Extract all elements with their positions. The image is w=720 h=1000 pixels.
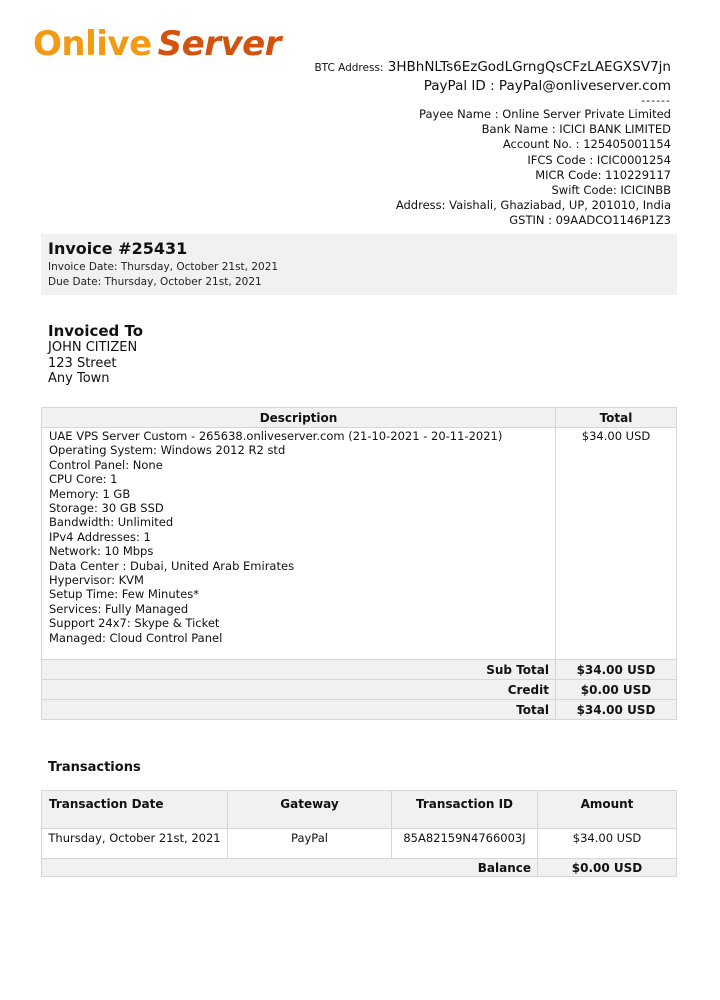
item-line: UAE VPS Server Custom - 265638.onliveserver.com (21-10-2021 - 20-11-2021) bbox=[49, 429, 503, 443]
items-header-row bbox=[42, 408, 677, 428]
total-value: $34.00 USD bbox=[556, 700, 677, 720]
item-line: Support 24x7: Skype & Ticket bbox=[49, 616, 220, 631]
item-description bbox=[42, 428, 556, 660]
account-number: Account No. : 125405001154 bbox=[502, 137, 671, 152]
total-header: Total bbox=[556, 408, 677, 428]
item-line: Bandwidth: Unlimited bbox=[49, 515, 174, 530]
item-line: Storage: 30 GB SSD bbox=[49, 501, 164, 516]
credit-value: $0.00 USD bbox=[556, 680, 677, 700]
item-total: $34.00 USD bbox=[556, 428, 677, 660]
company-logo bbox=[33, 24, 281, 64]
subtotal-label: Sub Total bbox=[42, 660, 556, 680]
balance-value: $0.00 USD bbox=[538, 859, 677, 877]
logo-word-server: Server bbox=[157, 24, 281, 64]
customer-name: JOHN CITIZEN bbox=[48, 340, 138, 355]
customer-street: 123 Street bbox=[48, 355, 117, 371]
transaction-row bbox=[42, 829, 677, 859]
item-line: Managed: Cloud Control Panel bbox=[49, 630, 223, 645]
transaction-id: 85A82159N4766003J bbox=[392, 829, 538, 859]
item-line: Control Panel: None bbox=[49, 457, 163, 472]
payment-info bbox=[314, 58, 671, 229]
amount-header: Amount bbox=[538, 791, 677, 829]
transactions-header-row bbox=[42, 791, 677, 829]
credit-label: Credit bbox=[42, 680, 556, 700]
item-line: Operating System: Windows 2012 R2 std bbox=[49, 443, 286, 458]
item-line: Setup Time: Few Minutes* bbox=[49, 587, 199, 602]
micr-code: MICR Code: 110229117 bbox=[535, 167, 671, 182]
invoiced-to bbox=[48, 323, 143, 387]
item-line: Network: 10 Mbps bbox=[49, 544, 154, 559]
separator: ------ bbox=[641, 94, 671, 107]
paypal-id: PayPal ID : PayPal@onliveserver.com bbox=[423, 78, 671, 94]
bank-name: Bank Name : ICICI BANK LIMITED bbox=[481, 122, 671, 137]
item-line: CPU Core: 1 bbox=[49, 472, 118, 487]
invoiced-to-heading: Invoiced To bbox=[48, 322, 144, 340]
customer-town: Any Town bbox=[48, 371, 110, 387]
btc-address: 3HBhNLTs6EzGodLGrngQsCFzLAEGXSV7jn bbox=[387, 59, 671, 75]
invoice-header bbox=[41, 234, 677, 295]
btc-label: BTC Address: bbox=[314, 62, 384, 74]
transaction-amount: $34.00 USD bbox=[538, 829, 677, 859]
transaction-gateway: PayPal bbox=[228, 829, 392, 859]
transactions-table bbox=[41, 790, 677, 877]
transaction-date: Thursday, October 21st, 2021 bbox=[42, 829, 228, 859]
item-line: Hypervisor: KVM bbox=[49, 573, 144, 588]
gateway-header: Gateway bbox=[228, 791, 392, 829]
btc-address-line bbox=[314, 58, 671, 77]
subtotal-value: $34.00 USD bbox=[556, 660, 677, 680]
item-line: IPv4 Addresses: 1 bbox=[49, 529, 151, 544]
invoice-title: Invoice #25431 bbox=[48, 239, 188, 258]
balance-label: Balance bbox=[42, 859, 538, 877]
item-line: Services: Fully Managed bbox=[49, 601, 189, 616]
invoice-date: Invoice Date: Thursday, October 21st, 2021 bbox=[48, 261, 279, 273]
transaction-date-header: Transaction Date bbox=[42, 791, 228, 829]
balance-row bbox=[42, 859, 677, 877]
swift-code: Swift Code: ICICINBB bbox=[551, 183, 671, 198]
logo-word-onlive: Onlive bbox=[33, 24, 152, 64]
description-header: Description bbox=[42, 408, 556, 428]
payee-name: Payee Name : Online Server Private Limited bbox=[419, 107, 671, 121]
total-row bbox=[42, 700, 677, 720]
subtotal-row bbox=[42, 660, 677, 680]
gstin: GSTIN : 09AADCO1146P1Z3 bbox=[509, 213, 671, 228]
item-line: Data Center : Dubai, United Arab Emirates bbox=[49, 558, 295, 573]
item-line: Memory: 1 GB bbox=[49, 486, 131, 501]
ifcs-code: IFCS Code : ICIC0001254 bbox=[527, 152, 671, 167]
due-date: Due Date: Thursday, October 21st, 2021 bbox=[48, 276, 262, 288]
invoice-items-table bbox=[41, 407, 677, 720]
item-row bbox=[42, 428, 677, 660]
transaction-id-header: Transaction ID bbox=[392, 791, 538, 829]
total-label: Total bbox=[42, 700, 556, 720]
credit-row bbox=[42, 680, 677, 700]
transactions-title: Transactions bbox=[48, 760, 141, 775]
company-address: Address: Vaishali, Ghaziabad, UP, 201010, India bbox=[395, 198, 671, 213]
